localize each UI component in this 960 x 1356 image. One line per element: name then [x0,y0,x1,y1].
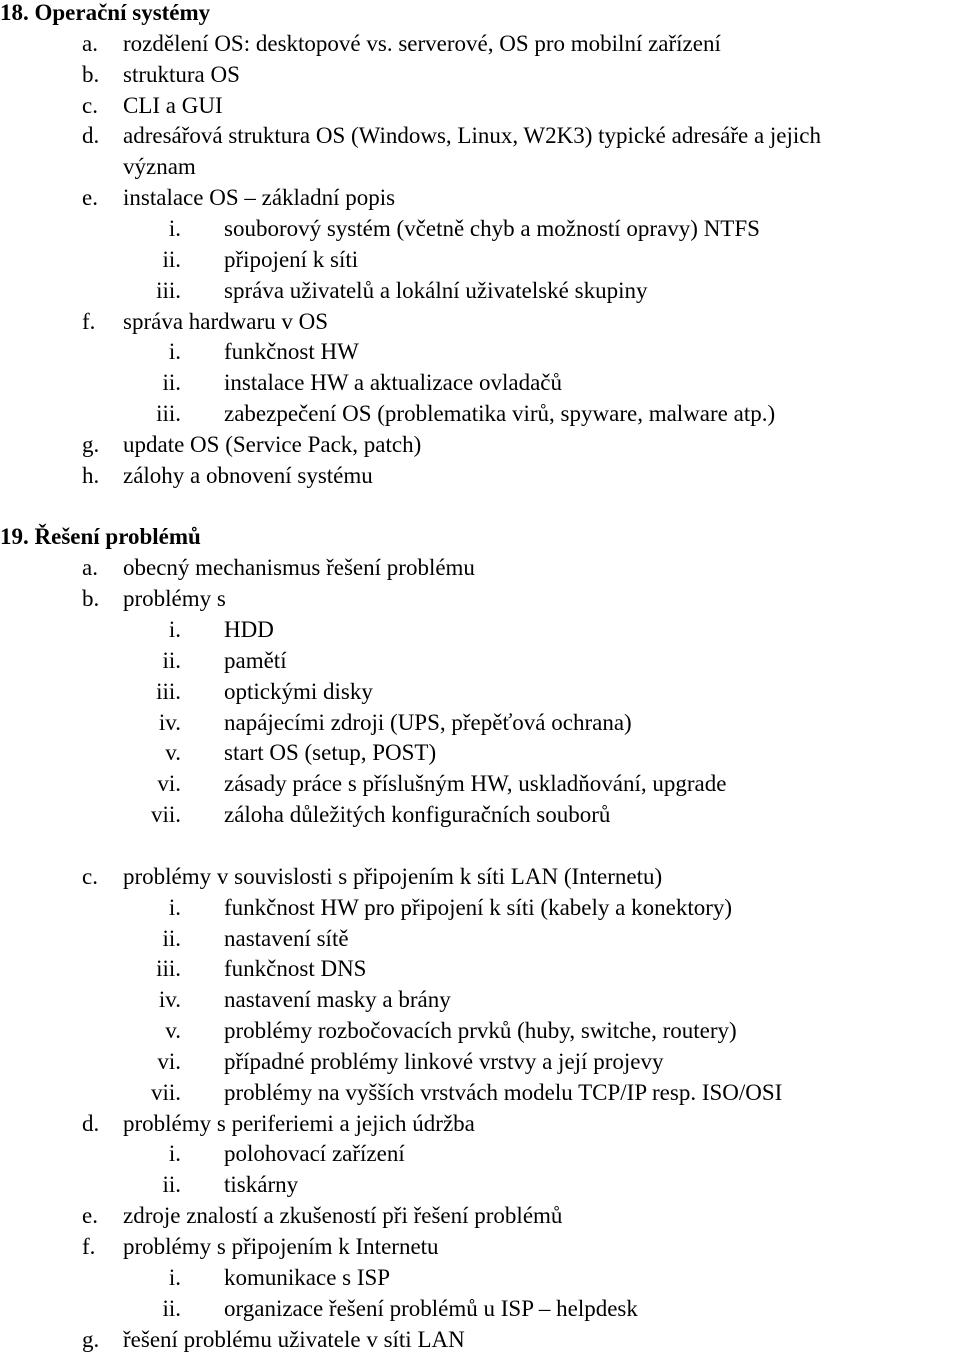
item-text: CLI a GUI [123,93,223,118]
subitem-marker: iv. [158,987,181,1012]
subitem-marker: i. [168,339,181,364]
subitem-marker: iii. [156,956,181,981]
item-marker: b. [82,62,100,87]
item-marker: h. [82,463,100,488]
subitem-text: nastavení sítě [224,926,349,951]
subitem-marker: v. [165,740,181,765]
item-marker: f. [82,309,96,334]
item-marker: d. [82,1111,100,1136]
item-text: adresářová struktura OS (Windows, Linux, W2K3) typické adresáře a jejich [123,123,822,148]
subitem-marker: vii. [150,802,181,827]
subitem-marker: i. [168,1265,181,1290]
item-text: update OS (Service Pack, patch) [123,432,422,457]
section-title: 19. Řešení problémů [0,524,201,549]
subitem-marker: i. [168,1141,181,1166]
subitem-text: tiskárny [224,1172,299,1197]
subitem-marker: ii. [162,648,181,673]
subitem-text: polohovací zařízení [224,1141,405,1166]
item-marker: f. [82,1234,96,1259]
item-marker: a. [82,555,98,580]
subitem-marker: ii. [162,926,181,951]
subitem-text: zásady práce s příslušným HW, uskladňování, upgrade [224,771,727,796]
subitem-marker: iii. [156,278,181,303]
item-text: problémy s [123,586,226,611]
subitem-text: problémy na vyšších vrstvách modelu TCP/IP resp. ISO/OSI [224,1080,783,1105]
subitem-marker: ii. [162,1296,181,1321]
subitem-text: funkčnost HW pro připojení k síti (kabely a konektory) [224,895,733,920]
item-text: struktura OS [123,62,240,87]
subitem-marker: i. [168,617,181,642]
item-text: instalace OS – základní popis [123,185,396,210]
subitem-marker: iv. [158,710,181,735]
item-text: řešení problému uživatele v síti LAN [123,1327,465,1352]
subitem-marker: v. [165,1018,181,1043]
subitem-text: připojení k síti [224,247,359,272]
subitem-text: správa uživatelů a lokální uživatelské skupiny [224,278,648,303]
item-marker: a. [82,31,98,56]
item-marker: e. [82,1203,98,1228]
subitem-marker: vi. [157,1049,181,1074]
subitem-text: funkčnost HW [224,339,359,364]
item-text: rozdělení OS: desktopové vs. serverové, OS pro mobilní zařízení [123,31,721,56]
item-text: problémy v souvislosti s připojením k síti LAN (Internetu) [123,864,663,889]
subitem-text: problémy rozbočovacích prvků (huby, switche, routery) [224,1018,737,1043]
item-text: zálohy a obnovení systému [123,463,373,488]
subitem-marker: i. [168,216,181,241]
item-marker: c. [82,864,98,889]
subitem-text: funkčnost DNS [224,956,367,981]
item-text: správa hardwaru v OS [123,309,329,334]
subitem-text: optickými disky [224,679,373,704]
subitem-marker: iii. [156,679,181,704]
subitem-marker: i. [168,895,181,920]
subitem-text: záloha důležitých konfiguračních souborů [224,802,611,827]
item-text-continuation: význam [123,154,196,179]
subitem-text: komunikace s ISP [224,1265,391,1290]
subitem-text: organizace řešení problémů u ISP – helpdesk [224,1296,638,1321]
item-text: obecný mechanismus řešení problému [123,555,475,580]
item-marker: b. [82,586,100,611]
item-text: problémy s připojením k Internetu [123,1234,439,1259]
subitem-text: souborový systém (včetně chyb a možností opravy) NTFS [224,216,760,241]
item-marker: g. [82,432,100,457]
subitem-marker: ii. [162,247,181,272]
item-text: problémy s periferiemi a jejich údržba [123,1111,475,1136]
subitem-text: pamětí [224,648,287,673]
item-marker: g. [82,1327,100,1352]
subitem-text: instalace HW a aktualizace ovladačů [224,370,563,395]
section-title: 18. Operační systémy [0,0,211,25]
subitem-marker: ii. [162,1172,181,1197]
subitem-text: nastavení masky a brány [224,987,451,1012]
subitem-text: start OS (setup, POST) [224,740,437,765]
subitem-marker: vi. [157,771,181,796]
subitem-text: HDD [224,617,274,642]
subitem-marker: vii. [150,1080,181,1105]
item-text: zdroje znalostí a zkušeností při řešení problémů [123,1203,563,1228]
item-marker: c. [82,93,98,118]
subitem-marker: iii. [156,401,181,426]
item-marker: e. [82,185,98,210]
item-marker: d. [82,123,100,148]
subitem-text: případné problémy linkové vrstvy a její projevy [224,1049,664,1074]
subitem-text: napájecími zdroji (UPS, přepěťová ochrana) [224,710,632,735]
subitem-marker: ii. [162,370,181,395]
subitem-text: zabezpečení OS (problematika virů, spyware, malware atp.) [224,401,776,426]
